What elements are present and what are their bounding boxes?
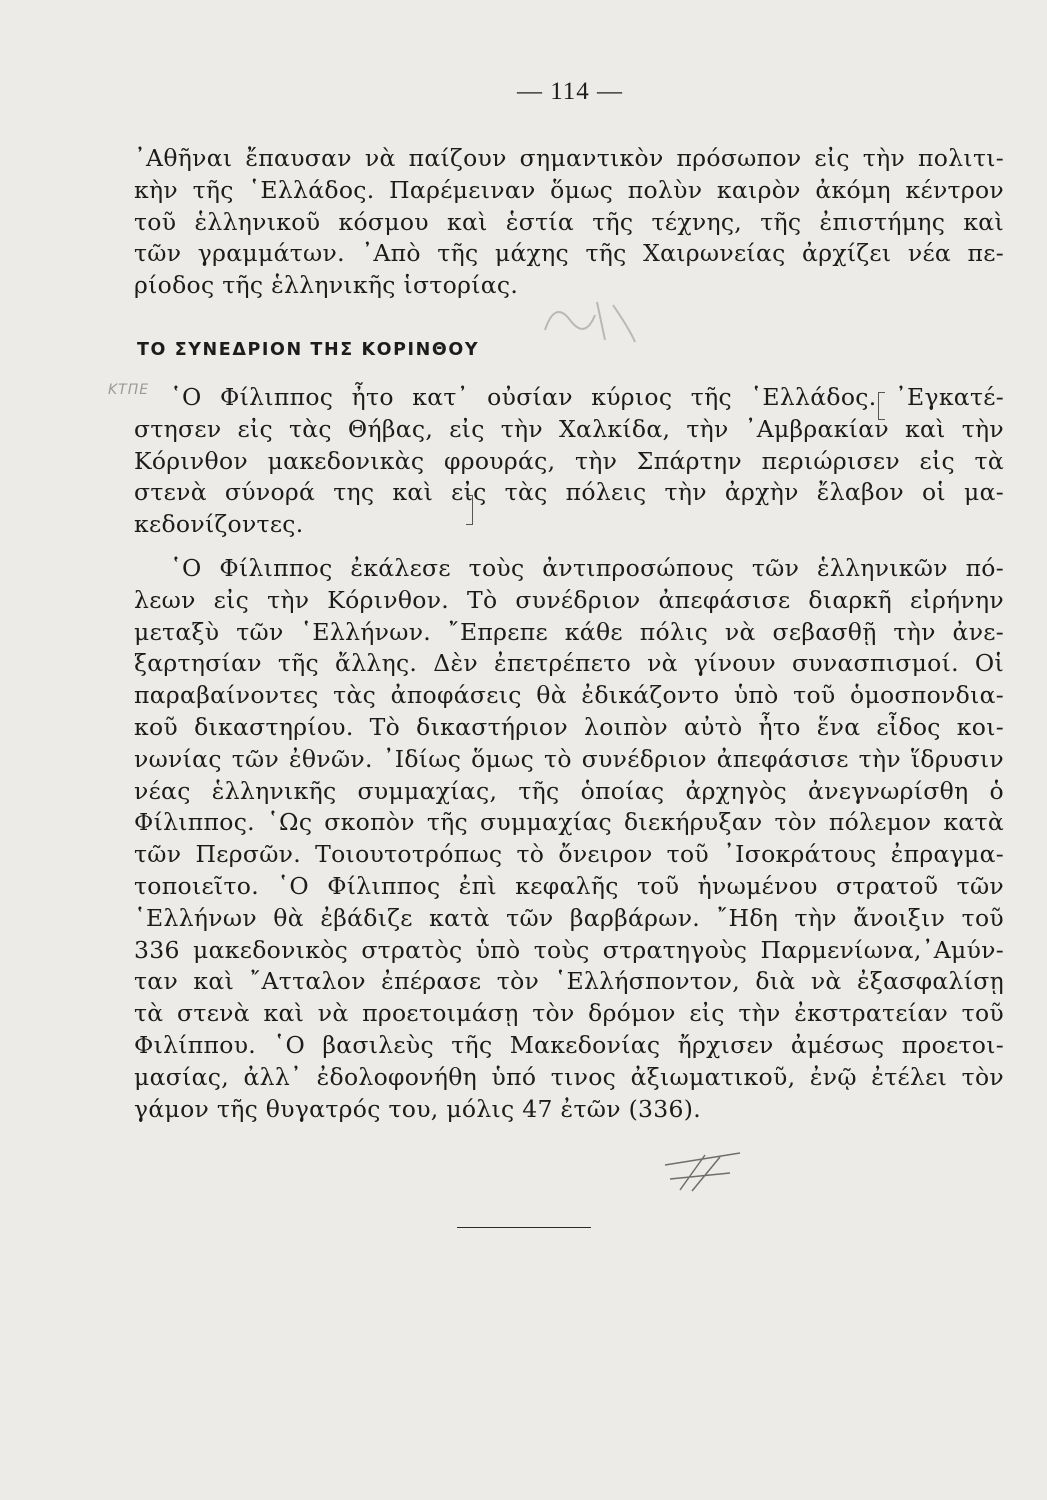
text-line: παραβαίνοντες τὰς ἀποφάσεις θὰ ἐδικάζοντο ὑπὸ τοῦ ὁμοσπονδια- (134, 681, 1004, 710)
close-bracket-mark (466, 495, 473, 525)
page-number: — 114 — (516, 78, 624, 105)
text-line: 336 μακεδονικὸς στρατὸς ὑπὸ τοὺς στρατηγοὺς Παρμενίωνα,᾿Αμύν- (134, 935, 1004, 964)
text-line: κὴν τῆς ῾Ελλάδος. Παρέμειναν ὅμως πολὺν καιρὸν ἀκόμη κέντρον (134, 175, 1004, 204)
text-line: ῾Ο Φίλιππος ἐκάλεσε τοὺς ἀντιπροσώπους τῶν ἑλληνικῶν πό- (170, 554, 1004, 582)
text-line: τῶν γραμμάτων. ᾿Απὸ τῆς μάχης τῆς Χαιρωνείας ἀρχίζει νέα πε- (134, 239, 1004, 268)
text-line: μεταξὺ τῶν ῾Ελλήνων. ῎Επρεπε κάθε πόλις νὰ σεβασθῇ τὴν ἀνε- (134, 617, 1004, 646)
text-line: κοῦ δικαστηρίου. Τὸ δικαστήριον λοιπὸν αὐτὸ ἦτο ἕνα εἶδος κοι- (134, 712, 1004, 741)
text-line: Φίλιππος. ῾Ως σκοπὸν τῆς συμμαχίας διεκήρυξαν τὸν πόλεμον κατὰ (134, 808, 1004, 837)
text-line: γάμον τῆς θυγατρός του, μόλις 47 ἐτῶν (336). (134, 1094, 702, 1123)
paragraph-1 (134, 382, 1004, 541)
text-line: ξαρτησίαν τῆς ἄλλης. Δὲν ἐπετρέπετο νὰ γίνουν συνασπισμοί. Οἱ (134, 649, 1004, 678)
pencil-strike-icon (660, 1145, 750, 1195)
text-line: τοῦ ἑλληνικοῦ κόσμου καὶ ἑστία τῆς τέχνης, τῆς ἐπιστήμης καὶ (134, 207, 1004, 236)
text-line: ᾿Αθῆναι ἔπαυσαν νὰ παίζουν σημαντικὸν πρόσωπον εἰς τὴν πολιτι- (134, 144, 1004, 172)
text-line: τῶν Περσῶν. Τοιουτοτρόπως τὸ ὄνειρον τοῦ ᾿Ισοκράτους ἐπραγμα- (134, 840, 1004, 869)
text-line: τὰ στενὰ καὶ νὰ προετοιμάσῃ τὸν δρόμον εἰς τὴν ἐκστρατείαν τοῦ (134, 999, 1004, 1028)
text-line: ρίοδος τῆς ἑλληνικῆς ἱστορίας. (134, 271, 519, 300)
pencil-scribble-icon (535, 290, 645, 350)
text-line: κεδονίζοντες. (134, 510, 304, 539)
paragraph-2 (134, 553, 1004, 1125)
open-bracket-mark (878, 392, 885, 420)
text-line: λεων εἰς τὴν Κόρινθον. Τὸ συνέδριον ἀπεφάσισε διαρκῆ εἰρήνην (134, 585, 1004, 614)
text-line: Κόρινθον μακεδονικὰς φρουράς, τὴν Σπάρτην περιώρισεν εἰς τὰ (134, 446, 1004, 475)
text-line: ταν καὶ ῎Ατταλον ἐπέρασε τὸν ῾Ελλήσποντον, διὰ νὰ ἐξασφαλίσῃ (134, 967, 1004, 996)
text-line: ῾Ελλήνων θὰ ἐβάδιζε κατὰ τῶν βαρβάρων. ῎Ηδη τὴν ἄνοιξιν τοῦ (134, 903, 1004, 932)
text-line: μασίας, ἀλλ᾿ ἐδολοφονήθη ὑπό τινος ἀξιωματικοῦ, ἐνῷ ἐτέλει τὸν (134, 1062, 1004, 1091)
intro-paragraph (134, 143, 1004, 302)
text-line: τοποιεῖτο. ῾Ο Φίλιππος ἐπὶ κεφαλῆς τοῦ ἡνωμένου στρατοῦ τῶν (134, 871, 1004, 900)
text-line: νέας ἑλληνικῆς συμμαχίας, τῆς ὁποίας ἀρχηγὸς ἀνεγνωρίσθη ὁ (134, 776, 1004, 805)
text-line: νωνίας τῶν ἐθνῶν. ᾿Ιδίως ὅμως τὸ συνέδριον ἀπεφάσισε τὴν ἵδρυσιν (134, 744, 1004, 773)
text-line: στενὰ σύνορά της καὶ εἰς τὰς πόλεις τὴν ἀρχὴν ἔλαβον οἱ μα- (134, 478, 1004, 507)
text-line: Φιλίππου. ῾Ο βασιλεὺς τῆς Μακεδονίας ἤρχισεν ἀμέσως προετοι- (134, 1030, 1004, 1059)
end-rule (457, 1227, 591, 1228)
text-line: ῾Ο Φίλιππος ἦτο κατ᾿ οὐσίαν κύριος τῆς ῾Ελλάδος. ᾿Εγκατέ- (170, 383, 1004, 411)
text-line: στησεν εἰς τὰς Θήβας, εἰς τὴν Χαλκίδα, τὴν ᾿Αμβρακίαν καὶ τὴν (134, 414, 1004, 443)
section-heading: ΤΟ ΣΥΝΕΔΡΙΟΝ ΤΗΣ ΚΟΡΙΝΘΟΥ (137, 340, 480, 360)
margin-note: ΚΤΠΕ (108, 382, 150, 398)
